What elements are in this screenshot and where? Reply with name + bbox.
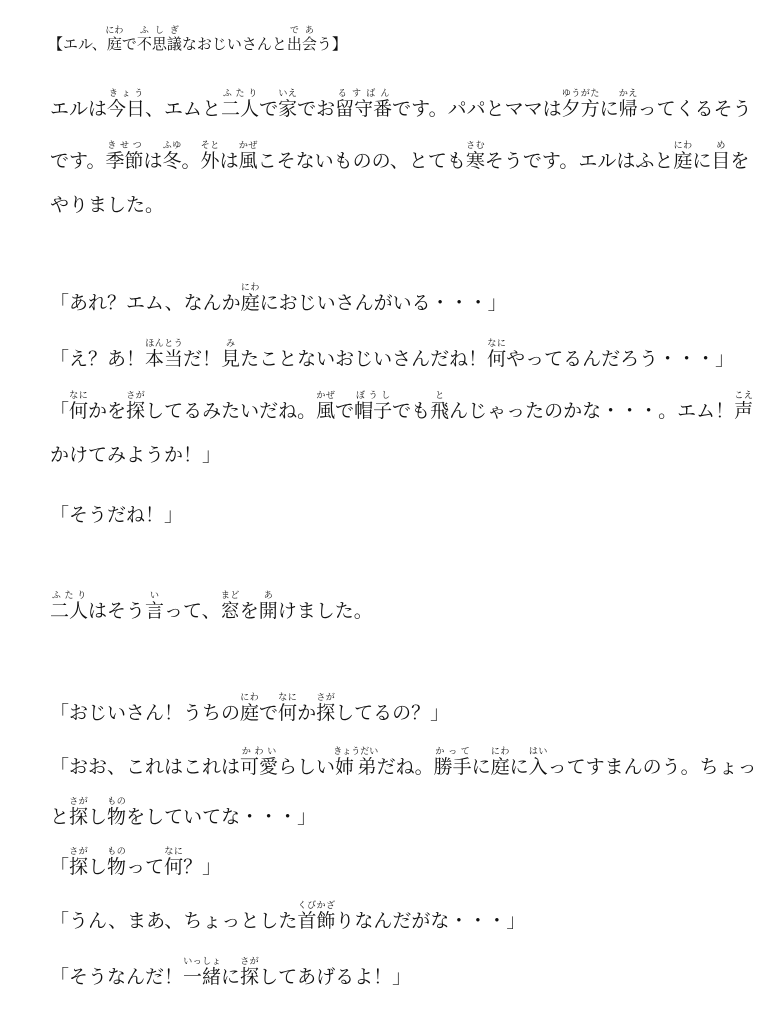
dialogue-line: 「何なにかを探さがしてるみたいだね。風かぜで帽子ぼうしでも飛とんじゃったのかな・・・。エム！声こえ xyxy=(50,391,754,422)
dialogue-line: 「え？あ！本当ほんとうだ！見みたことないおじいさんだね！何なにやってるんだろう・・・」 xyxy=(50,339,735,370)
narration-line: です。季節きせつは冬ふゆ。外そとは風かぜこそないものの、とても寒さむそうです。エルはふと庭にわに目めを xyxy=(50,141,750,172)
narration-line: 二人ふたりはそう言いって、窓まどを開あけました。 xyxy=(50,591,373,622)
dialogue-line: と探さがし物ものをしていてな・・・」 xyxy=(50,797,317,828)
narration-line: やりました。 xyxy=(50,194,165,216)
dialogue-line: 「おじいさん！うちの庭にわで何なにか探さがしてるの？」 xyxy=(50,693,450,724)
dialogue-line: 「探さがし物ものって何なに？」 xyxy=(50,847,222,878)
dialogue-line: 「そうなんだ！一緒いっしょに探さがしてあげるよ！」 xyxy=(50,957,412,988)
dialogue-line: かけてみようか！」 xyxy=(50,444,222,466)
dialogue-line: 「そうだね！」 xyxy=(50,504,184,526)
dialogue-line: 「うん、まあ、ちょっとした首飾くびかざりなんだがな・・・」 xyxy=(50,901,526,932)
narration-line: エルは今日きょう、エムと二人ふたりで家いえでお留守番るすばんです。パパとママは夕方ゆうがたに帰かえってくるそう xyxy=(50,89,752,120)
chapter-title: 【エル、庭にわで不思議ふしぎなおじいさんと出会であう】 xyxy=(48,26,347,53)
dialogue-line: 「あれ？エム、なんか庭にわにおじいさんがいる・・・」 xyxy=(50,283,507,314)
dialogue-line: 「おお、これはこれは可愛かわいらしい姉弟きょうだいだね。勝手かってに庭にわに入はいってすまんのう。ちょっ xyxy=(50,747,757,778)
